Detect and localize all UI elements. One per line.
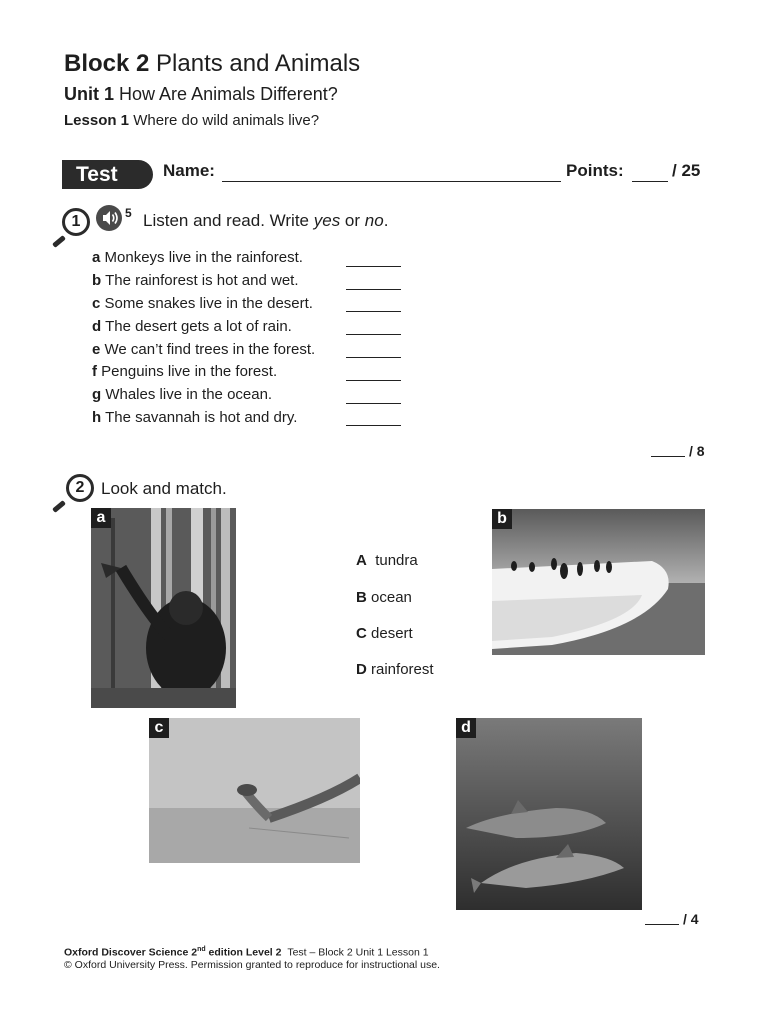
statement-c: c Some snakes live in the desert. — [92, 295, 313, 312]
exercise-2-badge: 2 — [66, 474, 94, 502]
exercise-1-badge: 1 — [62, 208, 90, 236]
footer-course — [64, 946, 429, 959]
footer-edition: edition Level 2 — [205, 946, 282, 959]
speaker-icon — [96, 205, 122, 231]
instruction-no: no — [364, 211, 384, 230]
exercise-1-score — [651, 443, 705, 459]
answer-blank-e[interactable] — [346, 357, 401, 358]
exercise-2-score — [645, 911, 699, 927]
score-blank[interactable] — [651, 456, 685, 457]
lesson-title — [64, 112, 319, 129]
answer-blank-a[interactable] — [346, 266, 401, 267]
track-number: 5 — [125, 206, 132, 220]
name-label: Name: — [163, 161, 215, 180]
instruction-period: . — [383, 211, 389, 230]
option-C: C desert — [356, 625, 413, 642]
statement-d: d The desert gets a lot of rain. — [92, 318, 292, 335]
option-A: A tundra — [356, 552, 418, 569]
footer-title: Oxford Discover Science 2 — [64, 946, 198, 959]
points-total: / 25 — [672, 161, 701, 180]
answer-blank-b[interactable] — [346, 289, 401, 290]
instruction-yes: yes — [313, 211, 341, 230]
instruction-or: or — [340, 211, 365, 230]
statement-f: f Penguins live in the forest. — [92, 363, 278, 380]
statement-g: g Whales live in the ocean. — [92, 386, 273, 403]
points-field[interactable] — [632, 181, 668, 182]
option-D: D rainforest — [356, 661, 434, 678]
footer-test-ref: Test – Block 2 Unit 1 Lesson 1 — [287, 946, 429, 959]
unit-label: Unit 1 — [64, 84, 115, 104]
statement-e: e We can’t find trees in the forest. — [92, 341, 316, 358]
answer-blank-c[interactable] — [346, 311, 401, 312]
answer-blank-g[interactable] — [346, 403, 401, 404]
photo-dolphins — [456, 718, 642, 910]
instruction-text: Listen and read. Write — [143, 211, 314, 230]
block-label: Block 2 — [64, 50, 150, 77]
block-title — [64, 50, 360, 78]
block-name: Plants and Animals — [156, 50, 361, 77]
answer-blank-f[interactable] — [346, 380, 401, 381]
name-field[interactable] — [222, 181, 561, 182]
photo-orangutan — [91, 508, 236, 708]
photo-tag-b: b — [492, 509, 512, 529]
photo-tag-c: c — [149, 718, 169, 738]
magnifier-handle-icon — [52, 235, 66, 248]
exercise-1-instruction — [143, 211, 388, 231]
footer-copyright: © Oxford University Press. Permission granted to reproduce for instructional use. — [64, 959, 440, 971]
unit-name: How Are Animals Different? — [119, 84, 338, 104]
option-B: B ocean — [356, 589, 412, 606]
audio-speaker-icon[interactable] — [96, 205, 122, 231]
statement-h: h The savannah is hot and dry. — [92, 409, 298, 426]
unit-title — [64, 84, 338, 105]
magnifier-handle-icon — [52, 500, 66, 513]
lesson-label: Lesson 1 — [64, 112, 130, 129]
answer-blank-d[interactable] — [346, 334, 401, 335]
statement-a: a Monkeys live in the rainforest. — [92, 249, 303, 266]
test-tab: Test — [62, 160, 153, 189]
lesson-name: Where do wild animals live? — [133, 112, 320, 129]
exercise-2-instruction: Look and match. — [101, 479, 227, 498]
photo-tag-d: d — [456, 718, 476, 738]
score-blank[interactable] — [645, 924, 679, 925]
statement-b: b The rainforest is hot and wet. — [92, 272, 299, 289]
score-total: / 4 — [683, 911, 699, 927]
photo-penguins — [492, 509, 705, 655]
score-total: / 8 — [689, 443, 705, 459]
photo-tag-a: a — [91, 508, 111, 528]
answer-blank-h[interactable] — [346, 425, 401, 426]
photo-snake — [149, 718, 360, 863]
footer-sup: nd — [197, 946, 206, 953]
points-label: Points: — [566, 161, 624, 180]
